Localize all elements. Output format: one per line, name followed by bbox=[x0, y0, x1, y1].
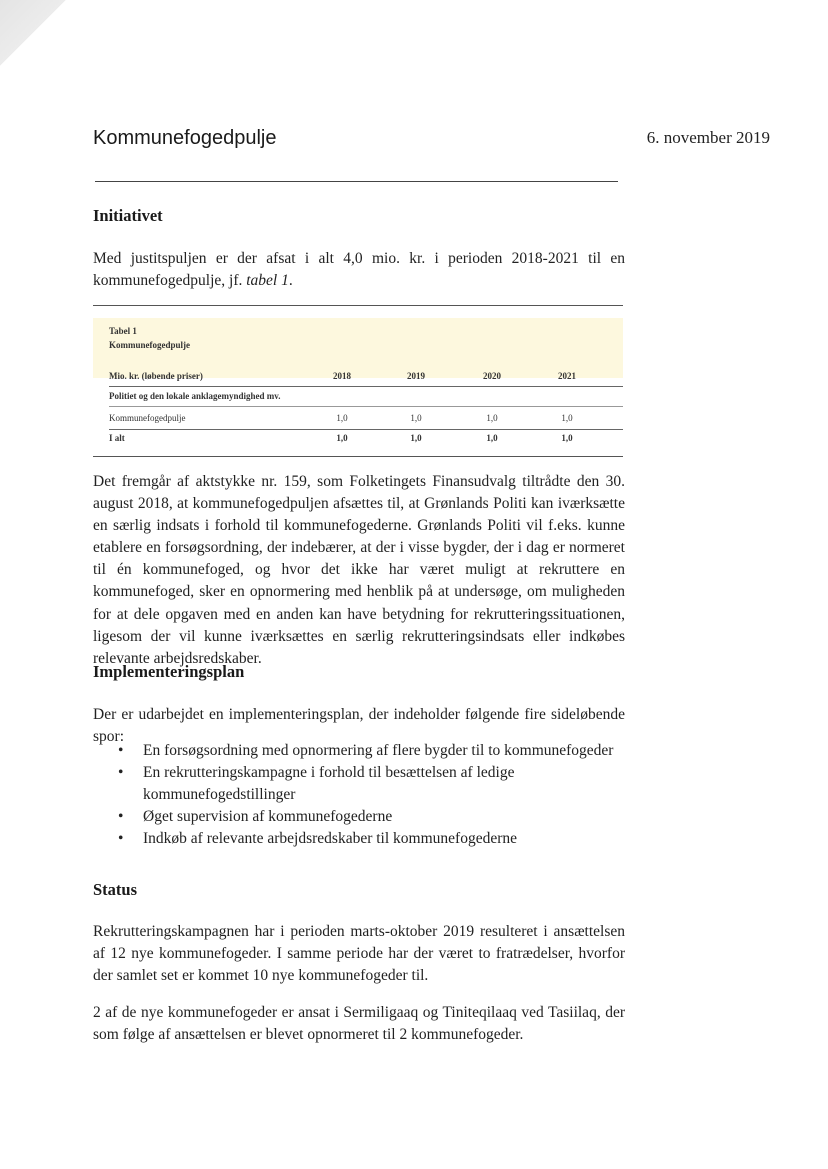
heading-status: Status bbox=[93, 880, 138, 899]
table-row-label: I alt bbox=[109, 433, 125, 443]
table-total-row bbox=[109, 429, 623, 448]
paragraph-initiativet bbox=[93, 248, 625, 292]
table-cell: 1,0 bbox=[486, 413, 498, 423]
table-header-year: 2020 bbox=[483, 371, 501, 381]
header-divider bbox=[95, 181, 618, 182]
paragraph-aktstykke: Det fremgår af aktstykke nr. 159, som Folketingets Finansudvalg tiltrådte den 30. august 2018, at kommunefogedpuljen afsættes til, at Grønlands Politi kan iværksætte en særlig indsats i forhold til kommunefogederne. Grønlands Politi vil f.eks. kunne etablere en forsøgsordning, der indebærer, at der i visse bygder, der i dag er normeret til én kommunefoged, og hvor det ikke har været muligt at rekruttere en kommunefoged, sker en opnormering med henblik på at undersøge, om muligheden for at dele opgaven med en anden kan have betydning for rekrutteringssituationen, ligesom der vil kunne iværksættes en særlig rekrutteringsindsats eller indkøbes relevante arbejdsredskaber. bbox=[93, 473, 625, 667]
table-row bbox=[109, 410, 623, 428]
table-cell: 1,0 bbox=[336, 413, 348, 423]
table-header-year: 2018 bbox=[333, 371, 351, 381]
table-caption-number: Tabel 1 bbox=[109, 326, 137, 336]
list-item-text: En forsøgsordning med opnormering af flere bygder til to kommunefogeder bbox=[143, 742, 614, 759]
table-row-label: Kommunefogedpulje bbox=[109, 413, 186, 423]
paragraph-status-1: Rekrutteringskampagnen har i perioden marts-oktober 2019 resulteret i ansættelsen af 12 nye kommunefogeder. I samme periode har der været to fratrædelser, hvorfor der samlet set er kommet 10 nye kommunefogeder til. bbox=[93, 923, 625, 985]
list-item-text: Indkøb af relevante arbejdsredskaber til kommunefogederne bbox=[143, 830, 517, 847]
table-cell: 1,0 bbox=[486, 433, 498, 443]
paragraph-status-2: 2 af de nye kommunefogeder er ansat i Sermiligaaq og Tiniteqilaaq ved Tasiilaq, der som følge af ansættelsen er blevet opnormeret til 2 kommunefogeder. bbox=[93, 1004, 625, 1044]
table-header-label: Mio. kr. (løbende priser) bbox=[109, 371, 203, 381]
implementation-list bbox=[93, 740, 633, 850]
table-caption-title: Kommunefogedpulje bbox=[109, 340, 190, 350]
document-title: Kommunefogedpulje bbox=[93, 127, 277, 149]
list-item bbox=[93, 740, 633, 762]
bullet-dot: • bbox=[118, 808, 124, 825]
table-section-label: Politiet og den lokale anklagemyndighed mv. bbox=[109, 391, 281, 401]
budget-table bbox=[93, 305, 623, 457]
table-header-year: 2019 bbox=[407, 371, 425, 381]
table-cell: 1,0 bbox=[410, 433, 422, 443]
table-section-row bbox=[109, 388, 623, 407]
table-cell: 1,0 bbox=[410, 413, 422, 423]
table-cell: 1,0 bbox=[561, 413, 573, 423]
table-header-year: 2021 bbox=[558, 371, 576, 381]
table-cell: 1,0 bbox=[336, 433, 348, 443]
list-item bbox=[93, 806, 633, 828]
list-item-text: En rekrutteringskampagne i forhold til besættelsen af ledige kommunefogedstillinger bbox=[143, 764, 515, 803]
document-date: 6. november 2019 bbox=[646, 128, 770, 147]
heading-implementeringsplan: Implementeringsplan bbox=[93, 662, 245, 681]
paragraph-initiativet-end: . bbox=[288, 272, 293, 290]
list-item bbox=[93, 828, 633, 850]
paragraph-implementering-intro: Der er udarbejdet en implementeringsplan, der indeholder følgende fire sideløbende spor: bbox=[93, 706, 625, 746]
list-item-text: Øget supervision af kommunefogederne bbox=[143, 808, 393, 825]
heading-initiativet: Initiativet bbox=[93, 206, 163, 225]
page-fold-corner bbox=[0, 0, 66, 66]
table-cell: 1,0 bbox=[561, 433, 573, 443]
bullet-dot: • bbox=[118, 742, 124, 759]
table-header-row bbox=[109, 368, 623, 387]
paragraph-initiativet-text: Med justitspuljen er der afsat i alt 4,0 mio. kr. i perioden 2018-2021 til en kommunefogedpulje, jf. bbox=[93, 250, 625, 290]
bullet-dot: • bbox=[118, 764, 124, 781]
list-item bbox=[93, 762, 633, 806]
bullet-dot: • bbox=[118, 830, 124, 847]
table-reference: tabel 1 bbox=[246, 272, 289, 290]
